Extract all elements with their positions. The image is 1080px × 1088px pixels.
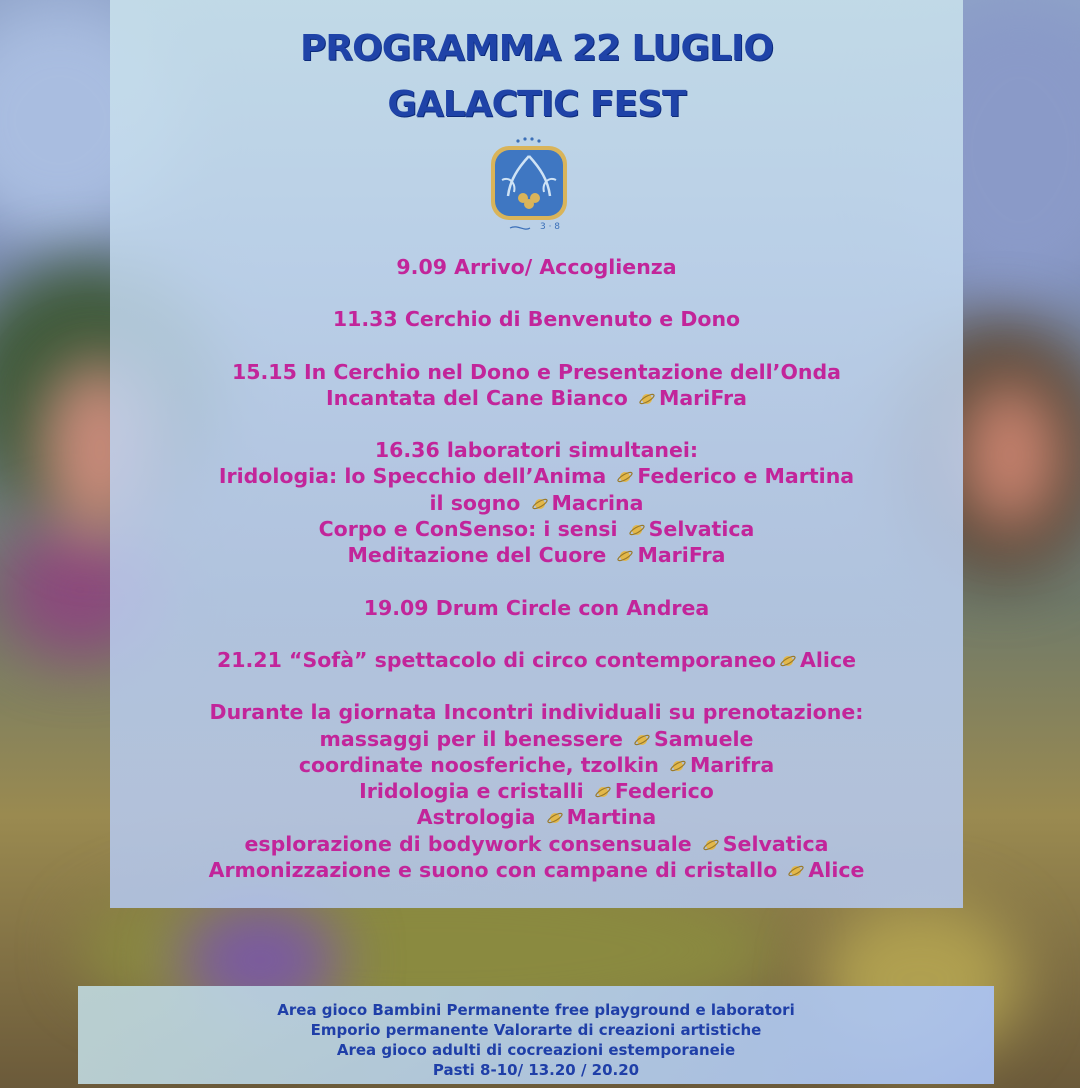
program-line-text: massaggi per il benessere bbox=[319, 726, 631, 751]
program-line-text: Iridologia: lo Specchio dell’Anima bbox=[218, 464, 614, 489]
program-panel bbox=[110, 0, 963, 908]
program-line bbox=[110, 385, 963, 411]
footer-line: Emporio permanente Valorarte di creazioni artistiche bbox=[310, 1021, 762, 1039]
program-line-text: 16.36 laboratori simultanei: bbox=[374, 438, 699, 463]
program-line bbox=[110, 778, 963, 804]
ringed-planet-icon bbox=[532, 496, 548, 512]
program-entry bbox=[110, 647, 963, 673]
program-entry bbox=[110, 254, 963, 280]
host-name: Marifra bbox=[689, 752, 775, 777]
program-line bbox=[110, 831, 963, 857]
program-line bbox=[110, 306, 963, 332]
program-entry bbox=[110, 595, 963, 621]
galactic-seal-icon bbox=[488, 136, 570, 236]
host-name: Macrina bbox=[551, 490, 644, 515]
program-line-text: Iridologia e cristalli bbox=[359, 779, 591, 804]
program-line bbox=[110, 516, 963, 542]
program-line bbox=[110, 490, 963, 516]
host-name: Selvatica bbox=[648, 517, 755, 542]
program-line-text: Meditazione del Cuore bbox=[347, 543, 614, 568]
host-name: Alice bbox=[808, 858, 865, 883]
footer-line: Pasti 8-10/ 13.20 / 20.20 bbox=[432, 1061, 640, 1079]
program-entry bbox=[110, 699, 963, 883]
program-line-text: Corpo e ConSenso: i sensi bbox=[318, 517, 625, 542]
program-line-text: 11.33 Cerchio di Benvenuto e Dono bbox=[332, 307, 741, 332]
program-list bbox=[110, 254, 963, 909]
host-name: Samuele bbox=[654, 726, 754, 751]
program-line-text: 15.15 In Cerchio nel Dono e Presentazione dell’Onda bbox=[231, 359, 841, 384]
host-name: MariFra bbox=[637, 543, 726, 568]
host-name: Selvatica bbox=[722, 831, 829, 856]
program-line bbox=[110, 359, 963, 385]
program-line bbox=[110, 254, 963, 280]
host-name: Federico bbox=[614, 779, 714, 804]
program-line bbox=[110, 437, 963, 463]
program-entry bbox=[110, 437, 963, 568]
program-line-text: Armonizzazione e suono con campane di cristallo bbox=[208, 858, 785, 883]
ringed-planet-icon bbox=[788, 863, 804, 879]
program-line bbox=[110, 647, 963, 673]
program-line-text: esplorazione di bodywork consensuale bbox=[244, 831, 699, 856]
ringed-planet-icon bbox=[595, 784, 611, 800]
ringed-planet-icon bbox=[629, 522, 645, 538]
program-line-text: il sogno bbox=[429, 490, 528, 515]
program-line bbox=[110, 699, 963, 725]
program-line bbox=[110, 463, 963, 489]
program-line bbox=[110, 804, 963, 830]
host-name: MariFra bbox=[658, 385, 747, 410]
program-line bbox=[110, 542, 963, 568]
info-footer bbox=[78, 986, 994, 1084]
host-name: Alice bbox=[800, 647, 857, 672]
ringed-planet-icon bbox=[780, 653, 796, 669]
program-line-text: Incantata del Cane Bianco bbox=[326, 385, 635, 410]
program-line bbox=[110, 857, 963, 883]
program-entry bbox=[110, 306, 963, 332]
ringed-planet-icon bbox=[703, 837, 719, 853]
footer-line: Area gioco Bambini Permanente free playground e laboratori bbox=[277, 1001, 795, 1019]
host-name: Martina bbox=[566, 805, 657, 830]
program-line-text: Astrologia bbox=[416, 805, 543, 830]
program-line bbox=[110, 726, 963, 752]
program-line bbox=[110, 595, 963, 621]
program-line-text: Durante la giornata Incontri individuali su prenotazione: bbox=[209, 700, 864, 725]
host-name: Federico e Martina bbox=[637, 464, 855, 489]
program-line-text: coordinate noosferiche, tzolkin bbox=[298, 752, 666, 777]
program-line-text: 9.09 Arrivo/ Accoglienza bbox=[396, 255, 677, 279]
ringed-planet-icon bbox=[670, 758, 686, 774]
ringed-planet-icon bbox=[617, 469, 633, 485]
title-line-2: GALACTIC FEST bbox=[387, 84, 686, 125]
program-line-text: 21.21 “Sofà” spettacolo di circo contemporaneo bbox=[216, 647, 777, 672]
ringed-planet-icon bbox=[547, 810, 563, 826]
ringed-planet-icon bbox=[617, 548, 633, 564]
ringed-planet-icon bbox=[634, 732, 650, 748]
program-line-text: 19.09 Drum Circle con Andrea bbox=[363, 595, 710, 620]
logo-caption: 3 · 8 bbox=[540, 222, 561, 232]
ringed-planet-icon bbox=[639, 391, 655, 407]
program-line bbox=[110, 752, 963, 778]
title-line-1: PROGRAMMA 22 LUGLIO bbox=[300, 28, 773, 69]
footer-line: Area gioco adulti di cocreazioni estemporaneie bbox=[336, 1041, 736, 1059]
program-entry bbox=[110, 359, 963, 412]
